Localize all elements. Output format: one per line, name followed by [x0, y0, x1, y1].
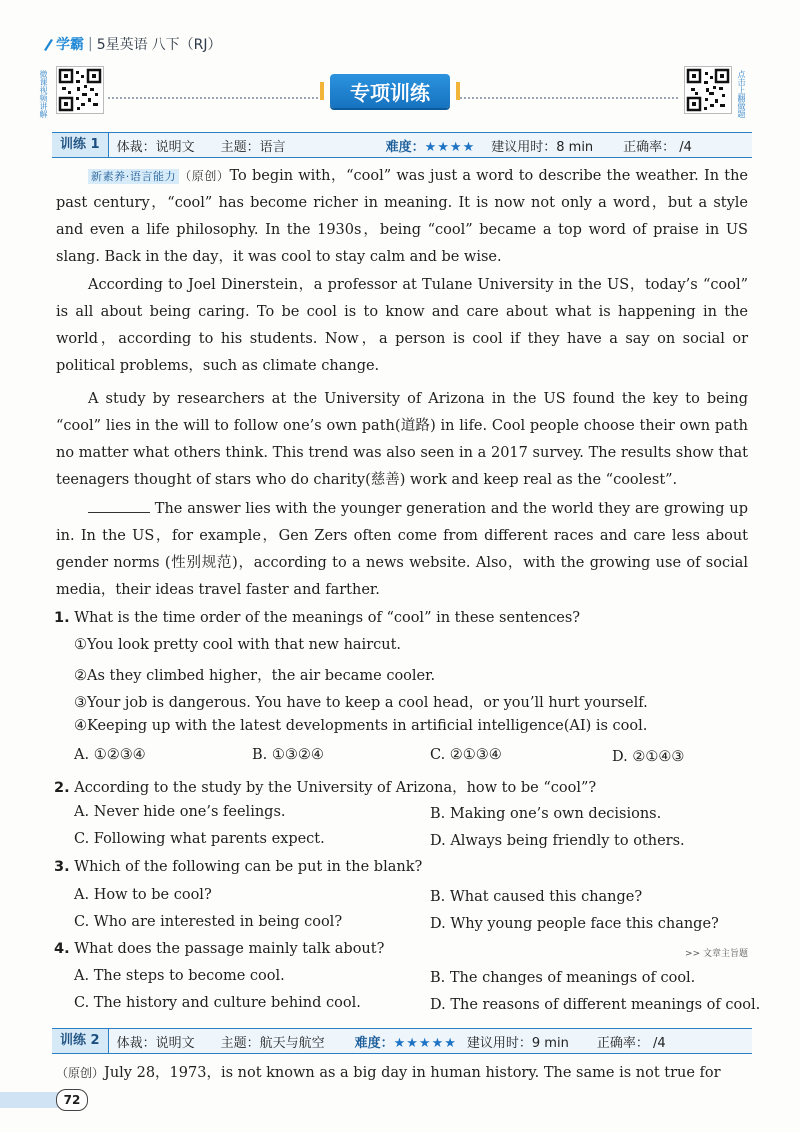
training-tag: 训练 2: [52, 1029, 109, 1053]
question-2-option-c[interactable]: C. Following what parents expect.: [74, 831, 325, 847]
original-mark: （原创）: [56, 1066, 105, 1080]
question-number: 1.: [54, 610, 70, 626]
question-1-sentence-1: ①You look pretty cool with that new haircut.: [74, 637, 402, 653]
accuracy-field: 正确率： /4: [623, 139, 692, 155]
question-2-option-a[interactable]: A. Never hide one’s feelings.: [74, 804, 286, 820]
paragraph-text: July 28，1973，is not known as a big day in human history. The same is not true for: [104, 1065, 721, 1081]
question-text: What is the time order of the meanings of “cool” in these sentences?: [74, 610, 581, 626]
brand-logo: [42, 34, 84, 54]
passage-2-first-line: [56, 1060, 748, 1087]
qr-left-caption: 微课视频讲解: [39, 70, 48, 118]
question-3-option-a[interactable]: A. How to be cool?: [74, 887, 212, 903]
question-number: 3.: [54, 859, 70, 875]
header-separator: |: [88, 36, 93, 52]
question-4-option-c[interactable]: C. The history and culture behind cool.: [74, 995, 361, 1011]
question-1-sentence-2: ②As they climbed higher，the air became cooler.: [74, 668, 436, 684]
question-2: [54, 776, 596, 797]
passage-paragraph-3: A study by researchers at the University of Arizona in the US found the key to being “cool” lies in the will to follow one’s own path(道路) in life. Cool people choose their own path no matter what others think. This trend was also seen in a 2017 survey. The results show that teenagers thought of stars who do charity(慈善) work and keep real as the “coolest”.: [56, 391, 748, 488]
question-1-option-c[interactable]: C. ②①③④: [430, 747, 502, 763]
training-2-info-bar: [52, 1028, 752, 1054]
paragraph-text: The answer lies with the younger generation and the world they are growing up in. In the US，for example，Gen Zers often come from different races and care less about gender norms (性别规范)，according to a news website. Also，with the growing use of social media，their ideas travel faster and farther.: [56, 501, 748, 598]
question-2-option-d[interactable]: D. Always being friendly to others.: [430, 833, 685, 849]
topic-label: 主题：语言: [220, 139, 286, 155]
literacy-chip: 新素养·语言能力: [88, 169, 179, 184]
question-3-option-d[interactable]: D. Why young people face this change?: [430, 916, 719, 932]
question-2-option-b[interactable]: B. Making one’s own decisions.: [430, 806, 662, 822]
pen-icon: [42, 37, 54, 51]
difficulty-stars: ★★★★: [424, 139, 476, 155]
question-3: [54, 859, 422, 875]
original-mark: （原创）: [179, 169, 230, 183]
question-number: 2.: [54, 780, 70, 796]
suggested-time: 建议用时：9 min: [466, 1035, 569, 1051]
difficulty-stars: ★★★★★: [393, 1035, 457, 1051]
training-tag: 训练 1: [52, 133, 109, 157]
passage-paragraph-2: According to Joel Dinerstein，a professor at Tulane University in the US，today’s “cool” is all about being caring. To be cool is to know and care about what is happening in the world，according to his students. Now，a person is cool if they have a say on social or political problems，such as climate change.: [56, 277, 748, 374]
question-3-option-b[interactable]: B. What caused this change?: [430, 889, 643, 905]
difficulty-label: 难度：: [385, 139, 425, 155]
question-1-option-d[interactable]: D. ②①④③: [612, 749, 685, 765]
question-1-sentence-4: ④Keeping up with the latest developments in artificial intelligence(AI) is cool.: [74, 718, 648, 734]
page-number: 72: [56, 1089, 88, 1111]
question-1-option-b[interactable]: B. ①③②④: [252, 747, 324, 763]
question-4-option-b[interactable]: B. The changes of meanings of cool.: [430, 970, 696, 986]
genre-label: 体裁：说明文: [116, 139, 195, 155]
section-banner: 专项训练: [330, 74, 450, 108]
question-text: Which of the following can be put in the blank?: [74, 859, 423, 875]
divider-right: [460, 97, 678, 99]
topic-label: 主题：航天与航空: [220, 1035, 325, 1051]
page-number-tab: [0, 1088, 88, 1110]
question-4: [54, 941, 384, 957]
question-3-option-c[interactable]: C. Who are interested in being cool?: [74, 914, 343, 930]
question-1-option-a[interactable]: A. ①②③④: [74, 747, 146, 763]
question-number: 4.: [54, 941, 70, 957]
book-header: [42, 34, 222, 54]
book-title: 5星英语: [96, 37, 148, 53]
answer-blank[interactable]: [88, 498, 150, 513]
brand-name: 学霸: [56, 37, 84, 53]
suggested-time: 建议用时：8 min: [491, 139, 594, 155]
grade-label: 八下（RJ）: [151, 37, 222, 53]
qr-code-right[interactable]: [684, 66, 732, 114]
training-1-info-bar: [52, 132, 752, 158]
question-1: [54, 610, 580, 626]
paragraph-text: To begin with，“cool” was just a word to describe the weather. In the past century，“cool” has become richer in meaning. It is now not only a word，but a style and even a life philosophy. In the 1930s，being “cool” became a top word of praise in US slang. Back in the day，it was cool to stay calm and be wise.: [56, 168, 748, 265]
qr-right-caption: 点击上翻做题: [737, 70, 746, 118]
question-type-note: >> 文章主旨题: [685, 949, 748, 959]
difficulty-label: 难度：: [354, 1035, 394, 1051]
question-text: What does the passage mainly talk about?: [74, 941, 385, 957]
question-4-option-a[interactable]: A. The steps to become cool.: [74, 968, 285, 984]
genre-label: 体裁：说明文: [116, 1035, 195, 1051]
qr-code-left[interactable]: [56, 66, 104, 114]
qr-icon: [685, 67, 731, 113]
passage-paragraph-4: [56, 496, 748, 604]
question-1-sentence-3: ③Your job is dangerous. You have to keep a cool head，or you’ll hurt yourself.: [74, 695, 648, 711]
qr-icon: [57, 67, 103, 113]
question-4-option-d[interactable]: D. The reasons of different meanings of cool.: [430, 997, 761, 1013]
accuracy-field: 正确率： /4: [596, 1035, 666, 1051]
passage-paragraph-1: [56, 163, 748, 271]
question-text: According to the study by the University of Arizona，how to be “cool”?: [74, 780, 597, 796]
divider-left: [108, 97, 322, 99]
